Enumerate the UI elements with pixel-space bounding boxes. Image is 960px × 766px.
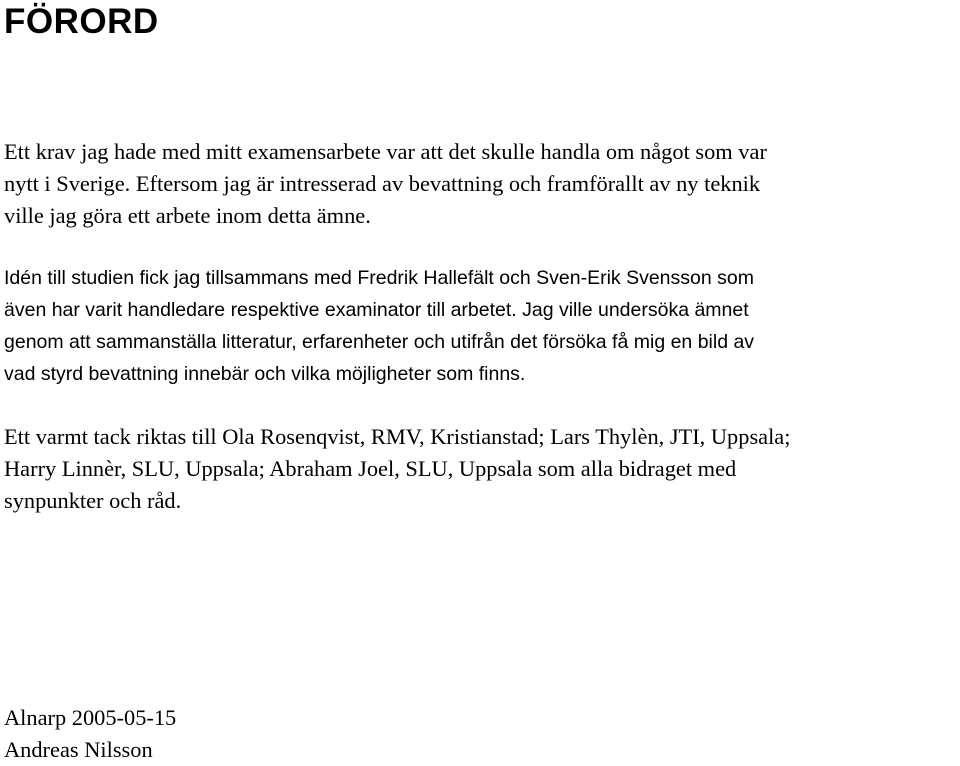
text-line: även har varit handledare respektive examinator till arbetet. Jag ville undersöka ämnet [4, 299, 749, 321]
text-line: ville jag göra ett arbete inom detta ämne. [4, 203, 371, 228]
paragraph-acknowledgements [4, 421, 960, 517]
text-line: vad styrd bevattning innebär och vilka möjligheter som finns. [4, 363, 526, 385]
text-line: Harry Linnèr, SLU, Uppsala; Abraham Joel, SLU, Uppsala som alla bidraget med [4, 456, 737, 481]
text-line: synpunkter och råd. [4, 488, 182, 513]
text-line: Ett varmt tack riktas till Ola Rosenqvist, RMV, Kristianstad; Lars Thylèn, JTI, Uppsala; [4, 424, 791, 449]
text-line: Ett krav jag hade med mitt examensarbete var att det skulle handla om något som var [4, 139, 767, 164]
text-line: genom att sammanställa litteratur, erfarenheter och utifrån det försöka få mig en bild av [4, 331, 755, 353]
paragraph-study-idea [4, 262, 960, 390]
signature-place-date: Alnarp 2005-05-15 [4, 705, 177, 730]
signature-block [4, 702, 960, 766]
page-title: FÖRORD [4, 2, 159, 41]
text-line: Idén till studien fick jag tillsammans med Fredrik Hallefält och Sven-Erik Svensson som [4, 267, 754, 289]
signature-author: Andreas Nilsson [4, 737, 153, 762]
text-line: nytt i Sverige. Eftersom jag är intresserad av bevattning och framförallt av ny teknik [4, 171, 761, 196]
paragraph-intro [4, 136, 960, 232]
